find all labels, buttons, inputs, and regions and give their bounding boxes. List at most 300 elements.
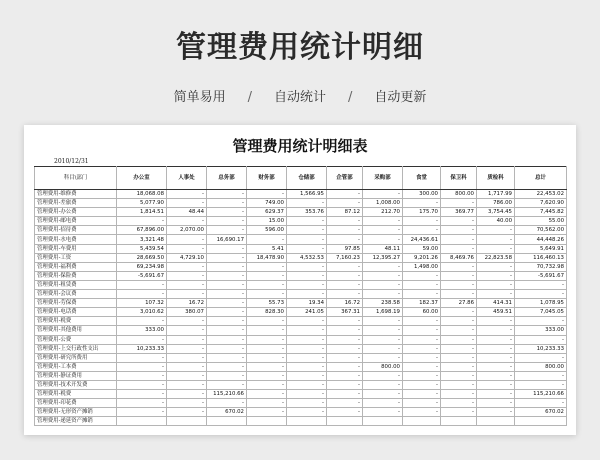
cell-value: -: [363, 326, 403, 335]
cell-value: -: [441, 226, 477, 235]
table-body: [35, 190, 567, 426]
cell-value: -: [515, 290, 567, 299]
cell-value: -: [363, 235, 403, 244]
cell-value: -5,691.67: [515, 271, 567, 280]
cell-value: -: [207, 335, 247, 344]
cell-value: 5,649.91: [515, 244, 567, 253]
cell-value: 1,814.51: [117, 208, 167, 217]
cell-value: -: [363, 399, 403, 408]
cell-value: -: [441, 235, 477, 244]
cell-value: -: [117, 408, 167, 417]
cell-value: 15.00: [247, 217, 287, 226]
table-row: [35, 217, 567, 226]
row-label: 管理费用-维修费: [35, 190, 117, 199]
cell-value: -: [441, 399, 477, 408]
cell-value: -: [207, 226, 247, 235]
cell-value: -: [477, 290, 515, 299]
column-header: 财务部: [247, 167, 287, 190]
cell-value: 19.34: [287, 299, 327, 308]
table-row: [35, 408, 567, 417]
table-row: [35, 417, 567, 426]
cell-value: -: [403, 380, 441, 389]
sheet-title: 管理费用统计明细表: [232, 137, 368, 155]
row-label: 管理费用-电话费: [35, 308, 117, 317]
cell-value: -: [403, 317, 441, 326]
cell-value: -: [441, 353, 477, 362]
cell-value: 1,566.95: [287, 190, 327, 199]
row-label: 管理费用-差旅费: [35, 199, 117, 208]
cell-value: -: [441, 290, 477, 299]
cell-value: -: [247, 380, 287, 389]
cell-value: -: [327, 408, 363, 417]
cell-value: -: [167, 244, 207, 253]
cell-value: -: [403, 335, 441, 344]
table-row: [35, 226, 567, 235]
row-label: 管理费用-福利费: [35, 262, 117, 271]
cell-value: -: [247, 262, 287, 271]
cell-value: 7,160.23: [327, 253, 363, 262]
cell-value: -: [403, 362, 441, 371]
cell-value: 115,210.66: [207, 390, 247, 399]
cell-value: -: [327, 235, 363, 244]
table-row: [35, 190, 567, 199]
cell-value: 12,395.27: [363, 253, 403, 262]
cell-value: -: [515, 280, 567, 289]
table-row: [35, 362, 567, 371]
cell-value: -: [287, 199, 327, 208]
cell-value: -: [117, 280, 167, 289]
row-label: 管理费用-无形资产摊销: [35, 408, 117, 417]
cell-value: -: [363, 317, 403, 326]
cell-value: -: [363, 408, 403, 417]
cell-value: -: [287, 408, 327, 417]
cell-value: -: [477, 399, 515, 408]
cell-value: 22,823.58: [477, 253, 515, 262]
cell-value: 27.86: [441, 299, 477, 308]
cell-value: -: [167, 199, 207, 208]
cell-value: [117, 417, 167, 426]
cell-value: -: [207, 326, 247, 335]
table-row: [35, 317, 567, 326]
expense-table: [34, 166, 567, 426]
cell-value: -: [207, 208, 247, 217]
cell-value: -: [167, 217, 207, 226]
cell-value: -: [327, 290, 363, 299]
cell-value: -: [167, 326, 207, 335]
cell-value: -: [477, 408, 515, 417]
cell-value: -: [167, 190, 207, 199]
cell-value: -: [477, 235, 515, 244]
cell-value: 1,498.00: [403, 262, 441, 271]
cell-value: 1,698.19: [363, 308, 403, 317]
cell-value: -: [327, 371, 363, 380]
cell-value: -: [327, 271, 363, 280]
cell-value: -: [247, 317, 287, 326]
cell-value: -: [287, 226, 327, 235]
cell-value: 59.00: [403, 244, 441, 253]
cell-value: [287, 417, 327, 426]
cell-value: -: [403, 390, 441, 399]
cell-value: -: [441, 244, 477, 253]
cell-value: -: [477, 380, 515, 389]
cell-value: -: [441, 335, 477, 344]
row-label: 管理费用-其他费用: [35, 326, 117, 335]
feature-easy: 简单易用: [173, 90, 226, 105]
row-label: 管理费用-研究所费用: [35, 353, 117, 362]
cell-value: -: [167, 317, 207, 326]
cell-value: 175.70: [403, 208, 441, 217]
table-row: [35, 326, 567, 335]
cell-value: 333.00: [515, 326, 567, 335]
cell-value: -: [441, 326, 477, 335]
column-header: 质检科: [477, 167, 515, 190]
cell-value: -: [327, 335, 363, 344]
cell-value: 8,469.76: [441, 253, 477, 262]
cell-value: 380.07: [167, 308, 207, 317]
row-label: 管理费用-税费: [35, 390, 117, 399]
cell-value: 3,010.62: [117, 308, 167, 317]
cell-value: 87.12: [327, 208, 363, 217]
cell-value: -: [363, 380, 403, 389]
table-row: [35, 380, 567, 389]
cell-value: [327, 417, 363, 426]
cell-value: -: [117, 317, 167, 326]
cell-value: 800.00: [515, 362, 567, 371]
cell-value: -: [477, 326, 515, 335]
cell-value: -: [207, 199, 247, 208]
cell-value: [167, 417, 207, 426]
cell-value: 212.70: [363, 208, 403, 217]
cell-value: -: [477, 390, 515, 399]
cell-value: -: [207, 299, 247, 308]
cell-value: -: [167, 390, 207, 399]
cell-value: -: [477, 344, 515, 353]
cell-value: -: [403, 408, 441, 417]
cell-value: 182.37: [403, 299, 441, 308]
column-header: 保卫科: [441, 167, 477, 190]
cell-value: -: [477, 353, 515, 362]
row-label: 管理费用-车费用: [35, 244, 117, 253]
cell-value: -: [515, 335, 567, 344]
sheet-date: 2010/12/31: [54, 158, 89, 165]
cell-value: -: [207, 317, 247, 326]
row-label: 管理费用-税费: [35, 317, 117, 326]
cell-value: 10,233.33: [515, 344, 567, 353]
cell-value: 24,436.61: [403, 235, 441, 244]
cell-value: -: [441, 390, 477, 399]
cell-value: 48.44: [167, 208, 207, 217]
cell-value: -: [287, 317, 327, 326]
cell-value: -: [287, 399, 327, 408]
cell-value: 4,532.53: [287, 253, 327, 262]
cell-value: -: [207, 353, 247, 362]
table-row: [35, 271, 567, 280]
cell-value: 1,717.99: [477, 190, 515, 199]
cell-value: [247, 417, 287, 426]
cell-value: -: [327, 344, 363, 353]
column-header: 采购部: [363, 167, 403, 190]
cell-value: 55.73: [247, 299, 287, 308]
feature-list: [0, 86, 600, 105]
cell-value: 369.77: [441, 208, 477, 217]
cell-value: -: [477, 335, 515, 344]
cell-value: -: [441, 408, 477, 417]
cell-value: 749.00: [247, 199, 287, 208]
cell-value: -: [247, 235, 287, 244]
feature-auto-update: 自动更新: [374, 90, 427, 105]
feature-separator: /: [348, 90, 353, 105]
cell-value: -: [287, 290, 327, 299]
row-label: 管理费用-上交行政性支出: [35, 344, 117, 353]
cell-value: -: [247, 335, 287, 344]
table-row: [35, 299, 567, 308]
cell-value: -: [403, 344, 441, 353]
row-label: 管理费用-工本费: [35, 362, 117, 371]
cell-value: -: [403, 353, 441, 362]
header-subject-dept: 科目\部门: [35, 167, 117, 190]
cell-value: -: [167, 380, 207, 389]
cell-value: -: [247, 362, 287, 371]
cell-value: 670.02: [207, 408, 247, 417]
header-row: [35, 167, 567, 190]
cell-value: -: [247, 271, 287, 280]
cell-value: -: [441, 317, 477, 326]
cell-value: -: [327, 380, 363, 389]
cell-value: -: [515, 317, 567, 326]
cell-value: -: [167, 371, 207, 380]
cell-value: -: [247, 280, 287, 289]
cell-value: -: [363, 190, 403, 199]
row-label: 管理费用-会议费: [35, 290, 117, 299]
cell-value: 629.37: [247, 208, 287, 217]
cell-value: -: [403, 371, 441, 380]
cell-value: -: [441, 199, 477, 208]
cell-value: -: [287, 262, 327, 271]
cell-value: -: [327, 399, 363, 408]
row-label: 管理费用-邮电费: [35, 217, 117, 226]
cell-value: -: [287, 271, 327, 280]
feature-auto-stat: 自动统计: [273, 90, 326, 105]
cell-value: 67,896.00: [117, 226, 167, 235]
cell-value: -: [117, 362, 167, 371]
cell-value: -: [441, 380, 477, 389]
cell-value: -: [207, 362, 247, 371]
cell-value: 333.00: [117, 326, 167, 335]
cell-value: -: [441, 362, 477, 371]
cell-value: -: [207, 290, 247, 299]
cell-value: -: [287, 244, 327, 253]
cell-value: -5,691.67: [117, 271, 167, 280]
cell-value: -: [477, 244, 515, 253]
column-header: 办公室: [117, 167, 167, 190]
cell-value: 4,729.10: [167, 253, 207, 262]
cell-value: 40.00: [477, 217, 515, 226]
cell-value: -: [287, 235, 327, 244]
cell-value: 7,045.05: [515, 308, 567, 317]
cell-value: -: [167, 290, 207, 299]
cell-value: 353.76: [287, 208, 327, 217]
table-row: [35, 208, 567, 217]
cell-value: 5,439.54: [117, 244, 167, 253]
table-row: [35, 390, 567, 399]
cell-value: -: [477, 280, 515, 289]
cell-value: 5.41: [247, 244, 287, 253]
cell-value: -: [441, 371, 477, 380]
cell-value: -: [117, 335, 167, 344]
cell-value: 69,234.98: [117, 262, 167, 271]
cell-value: -: [207, 190, 247, 199]
table-row: [35, 399, 567, 408]
cell-value: 300.00: [403, 190, 441, 199]
cell-value: -: [403, 280, 441, 289]
cell-value: -: [363, 262, 403, 271]
table-row: [35, 371, 567, 380]
cell-value: -: [441, 308, 477, 317]
spreadsheet-preview: [24, 125, 576, 435]
cell-value: 97.85: [327, 244, 363, 253]
cell-value: -: [403, 326, 441, 335]
cell-value: -: [287, 353, 327, 362]
cell-value: 828.30: [247, 308, 287, 317]
cell-value: 786.00: [477, 199, 515, 208]
cell-value: -: [403, 271, 441, 280]
table-row: [35, 253, 567, 262]
cell-value: -: [327, 326, 363, 335]
cell-value: 7,620.90: [515, 199, 567, 208]
cell-value: -: [327, 390, 363, 399]
row-label: 管理费用-保险费: [35, 271, 117, 280]
table-row: [35, 353, 567, 362]
cell-value: -: [167, 262, 207, 271]
cell-value: 800.00: [363, 362, 403, 371]
cell-value: -: [327, 317, 363, 326]
column-header: 企管部: [327, 167, 363, 190]
cell-value: -: [477, 317, 515, 326]
cell-value: -: [441, 344, 477, 353]
cell-value: -: [167, 335, 207, 344]
cell-value: 670.02: [515, 408, 567, 417]
cell-value: -: [117, 353, 167, 362]
cell-value: -: [167, 353, 207, 362]
cell-value: 18,478.90: [247, 253, 287, 262]
cell-value: -: [515, 353, 567, 362]
cell-value: 3,754.45: [477, 208, 515, 217]
cell-value: -: [287, 335, 327, 344]
cell-value: 241.05: [287, 308, 327, 317]
table-row: [35, 308, 567, 317]
cell-value: -: [247, 290, 287, 299]
column-header: 人事处: [167, 167, 207, 190]
cell-value: -: [167, 344, 207, 353]
row-label: 管理费用-办公费: [35, 208, 117, 217]
cell-value: -: [167, 408, 207, 417]
cell-value: -: [477, 371, 515, 380]
cell-value: -: [441, 262, 477, 271]
cell-value: -: [207, 308, 247, 317]
cell-value: -: [363, 353, 403, 362]
cell-value: -: [117, 290, 167, 299]
row-label: 管理费用-公费: [35, 335, 117, 344]
row-label: 管理费用-招待费: [35, 226, 117, 235]
cell-value: 1,008.00: [363, 199, 403, 208]
cell-value: -: [403, 199, 441, 208]
cell-value: 44,448.26: [515, 235, 567, 244]
cell-value: -: [477, 271, 515, 280]
cell-value: -: [327, 262, 363, 271]
cell-value: -: [117, 390, 167, 399]
cell-value: -: [403, 217, 441, 226]
cell-value: -: [363, 344, 403, 353]
cell-value: -: [287, 362, 327, 371]
cell-value: 367.31: [327, 308, 363, 317]
table-row: [35, 262, 567, 271]
cell-value: 16.72: [327, 299, 363, 308]
cell-value: 16,690.17: [207, 235, 247, 244]
cell-value: -: [327, 280, 363, 289]
cell-value: -: [117, 371, 167, 380]
cell-value: -: [477, 226, 515, 235]
cell-value: -: [117, 217, 167, 226]
cell-value: -: [207, 217, 247, 226]
row-label: 管理费用-递延资产摊销: [35, 417, 117, 426]
cell-value: -: [363, 217, 403, 226]
cell-value: -: [207, 271, 247, 280]
cell-value: -: [403, 399, 441, 408]
cell-value: -: [363, 280, 403, 289]
cell-value: -: [207, 344, 247, 353]
cell-value: -: [207, 399, 247, 408]
cell-value: -: [363, 290, 403, 299]
cell-value: -: [327, 199, 363, 208]
cell-value: -: [247, 344, 287, 353]
cell-value: -: [287, 326, 327, 335]
cell-value: 1,078.95: [515, 299, 567, 308]
cell-value: 28,669.50: [117, 253, 167, 262]
cell-value: -: [477, 362, 515, 371]
table-row: [35, 235, 567, 244]
cell-value: -: [117, 380, 167, 389]
cell-value: -: [117, 399, 167, 408]
cell-value: -: [403, 226, 441, 235]
cell-value: [477, 417, 515, 426]
cell-value: -: [207, 244, 247, 253]
banner-title: 管理费用统计明细: [176, 30, 424, 65]
table-row: [35, 290, 567, 299]
cell-value: -: [247, 353, 287, 362]
row-label: 管理费用-工资: [35, 253, 117, 262]
row-label: 管理费用-技术开发费: [35, 380, 117, 389]
cell-value: 459.51: [477, 308, 515, 317]
cell-value: -: [167, 362, 207, 371]
row-label: 管理费用-水电费: [35, 235, 117, 244]
cell-value: [207, 417, 247, 426]
cell-value: 115,210.66: [515, 390, 567, 399]
cell-value: -: [207, 253, 247, 262]
cell-value: -: [441, 280, 477, 289]
table-row: [35, 280, 567, 289]
cell-value: 55.00: [515, 217, 567, 226]
column-header: 总务部: [207, 167, 247, 190]
cell-value: -: [363, 390, 403, 399]
cell-value: -: [167, 271, 207, 280]
cell-value: -: [363, 335, 403, 344]
row-label: 管理费用-静证费用: [35, 371, 117, 380]
cell-value: 48.11: [363, 244, 403, 253]
cell-value: -: [363, 226, 403, 235]
cell-value: -: [167, 280, 207, 289]
cell-value: -: [207, 371, 247, 380]
cell-value: 9,201.26: [403, 253, 441, 262]
